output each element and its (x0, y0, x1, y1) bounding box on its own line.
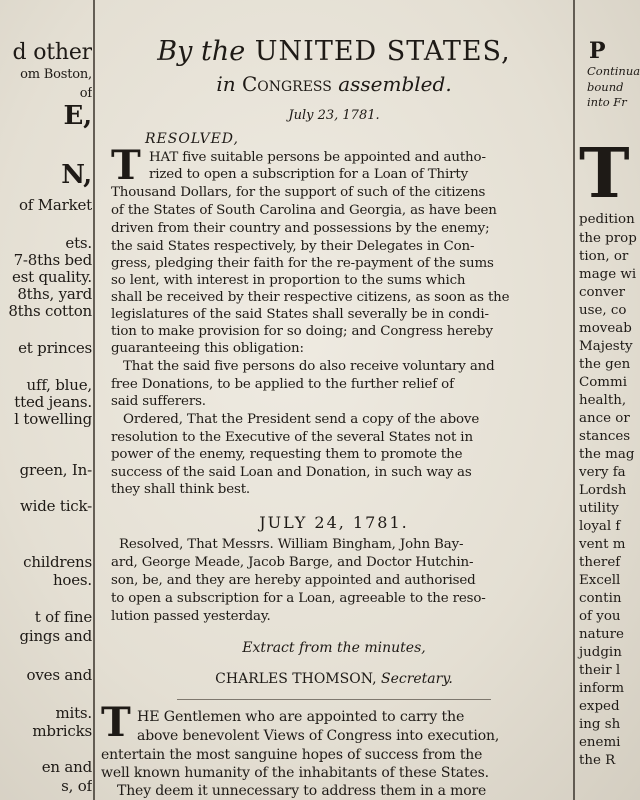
resolution-dropcap: T (111, 142, 141, 189)
heading-prefix: By the (157, 36, 246, 67)
left-line: s, of (61, 777, 92, 795)
resolution-line: gress, pledging their faith for the re-payment of the sums (111, 256, 494, 271)
right-subline: bound (587, 80, 624, 94)
left-line: est quality. (11, 268, 92, 286)
right-line: enemi (579, 735, 621, 750)
right-line: the mag (579, 447, 635, 462)
resolution-line: the said States respectively, by their Delegates in Con- (111, 239, 475, 254)
right-line: exped (579, 699, 620, 714)
notice-line: HE Gentlemen who are appointed to carry the (137, 709, 465, 725)
right-line: stances (579, 429, 631, 444)
left-line: l towelling (14, 410, 92, 428)
left-line: t of fine (34, 608, 92, 626)
notice-line: above benevolent Views of Congress into execution, (137, 728, 500, 744)
resolution-line: said sufferers. (111, 394, 206, 409)
left-line: of Market (18, 196, 92, 214)
left-line: 8ths, yard (17, 285, 92, 303)
section-divider (177, 699, 491, 700)
right-line: loyal f (579, 519, 621, 534)
subheading-main: Congress (241, 72, 332, 96)
right-subline: Continua (587, 64, 640, 78)
subheading (97, 72, 571, 96)
column-rule (93, 0, 95, 800)
right-line: use, co (579, 303, 627, 318)
signature-title: Secretary. (380, 671, 453, 687)
notice-dropcap: T (101, 699, 131, 746)
resolution-line: of the States of South Carolina and Georgia, as have been (111, 203, 497, 218)
right-line: their l (579, 663, 621, 678)
left-line: 8ths cotton (8, 302, 92, 320)
resolution-line: shall be received by their respective citizens, as soon as the (111, 290, 510, 305)
subheading-suffix: assembled. (338, 72, 452, 96)
right-line: ance or (579, 411, 630, 426)
left-line: mbricks (32, 722, 92, 740)
resolution-line: free Donations, to be applied to the further relief of (111, 377, 454, 392)
resolution-line: guaranteeing this obligation: (111, 341, 304, 356)
resolution-line: That the said five persons do also receive voluntary and (123, 359, 495, 374)
left-line: E, (63, 101, 92, 131)
resolution-line: driven from their country and possessions by the enemy; (111, 221, 490, 236)
left-line: gings and (19, 627, 92, 645)
heading-main: UNITED STATES, (254, 36, 511, 67)
left-line: om Boston, (20, 67, 92, 82)
column-rule (573, 0, 575, 800)
signature-name: CHARLES THOMSON, (215, 671, 377, 687)
right-line: Lordsh (579, 483, 627, 498)
right-line: health, (579, 393, 627, 408)
second-resolution-line: to open a subscription for a Loan, agreeable to the reso- (111, 591, 486, 606)
second-date: JULY 24, 1781. (259, 513, 409, 532)
right-line: judgin (579, 645, 622, 660)
left-line: of (79, 86, 92, 101)
left-line: wide tick- (19, 497, 92, 515)
resolution-line: Thousand Dollars, for the support of such of the citizens (111, 185, 486, 200)
right-line: mage wi (579, 267, 637, 282)
right-line: Majesty (579, 339, 633, 354)
subheading-prefix: in (216, 72, 236, 96)
resolution-line: rized to open a subscription for a Loan of Thirty (149, 167, 469, 182)
left-line: hoes. (52, 571, 92, 589)
right-line: pedition (579, 212, 635, 227)
left-line: en and (41, 758, 92, 776)
left-line: uff, blue, (26, 376, 92, 394)
notice-line: well known humanity of the inhabitants of these States. (101, 765, 489, 781)
left-line: mits. (55, 704, 92, 722)
extract-line: Extract from the minutes, (242, 640, 426, 656)
second-resolution-line: ard, George Meade, Jacob Barge, and Doctor Hutchin- (111, 555, 474, 570)
left-line: oves and (26, 666, 92, 684)
left-column (0, 0, 92, 800)
resolution-line: resolution to the Executive of the several States not in (111, 430, 473, 445)
right-line: of you (579, 609, 621, 624)
notice-line: entertain the most sanguine hopes of success from the (101, 747, 483, 763)
date-line: July 23, 1781. (288, 108, 380, 123)
second-resolution-line: son, be, and they are hereby appointed and authorised (111, 573, 476, 588)
right-line: the gen (579, 357, 631, 372)
heading (97, 36, 571, 67)
right-heading: P (589, 38, 606, 64)
left-line: tted jeans. (14, 393, 92, 411)
right-line: nature (579, 627, 624, 642)
left-line: green, In- (19, 461, 92, 479)
right-dropcap: T (579, 134, 630, 214)
right-line: vent m (579, 537, 626, 552)
right-line: very fa (579, 465, 626, 480)
center-column (97, 0, 571, 800)
left-line: et princes (18, 339, 92, 357)
right-line: utility (579, 501, 619, 516)
resolution-line: tion to make provision for so doing; and Congress hereby (111, 324, 493, 339)
resolution-line: success of the said Loan and Donation, in such way as (111, 465, 472, 480)
right-line: Commi (579, 375, 627, 390)
right-line: inform (579, 681, 625, 696)
resolution-line: so lent, with interest in proportion to the sums which (111, 273, 466, 288)
right-line: tion, or (579, 249, 629, 264)
right-subline: into Fr (587, 95, 627, 109)
second-resolution-line: Resolved, That Messrs. William Bingham, John Bay- (119, 537, 464, 552)
right-line: theref (579, 555, 621, 570)
left-line: ets. (65, 234, 92, 252)
notice-line: They deem it unnecessary to address them in a more (117, 783, 487, 799)
resolution-line: legislatures of the said States shall severally be in condi- (111, 307, 489, 322)
right-line: ing sh (579, 717, 621, 732)
right-line: conver (579, 285, 626, 300)
left-line: N, (61, 160, 92, 190)
resolution-line: HAT five suitable persons be appointed and autho- (149, 150, 486, 165)
right-column (577, 0, 640, 800)
left-line: childrens (23, 553, 92, 571)
right-line: moveab (579, 321, 632, 336)
signature (97, 671, 571, 687)
right-line: the prop (579, 231, 637, 246)
left-line: 7-8ths bed (13, 251, 92, 269)
resolved-label: RESOLVED, (145, 131, 239, 147)
right-line: the R (579, 753, 616, 768)
resolution-line: they shall think best. (111, 482, 251, 497)
resolution-line: power of the enemy, requesting them to promote the (111, 447, 463, 462)
right-line: contin (579, 591, 622, 606)
right-line: Excell (579, 573, 621, 588)
resolution-line: Ordered, That the President send a copy of the above (123, 412, 480, 427)
left-line: d other (12, 40, 92, 65)
second-resolution-line: lution passed yesterday. (111, 609, 271, 624)
